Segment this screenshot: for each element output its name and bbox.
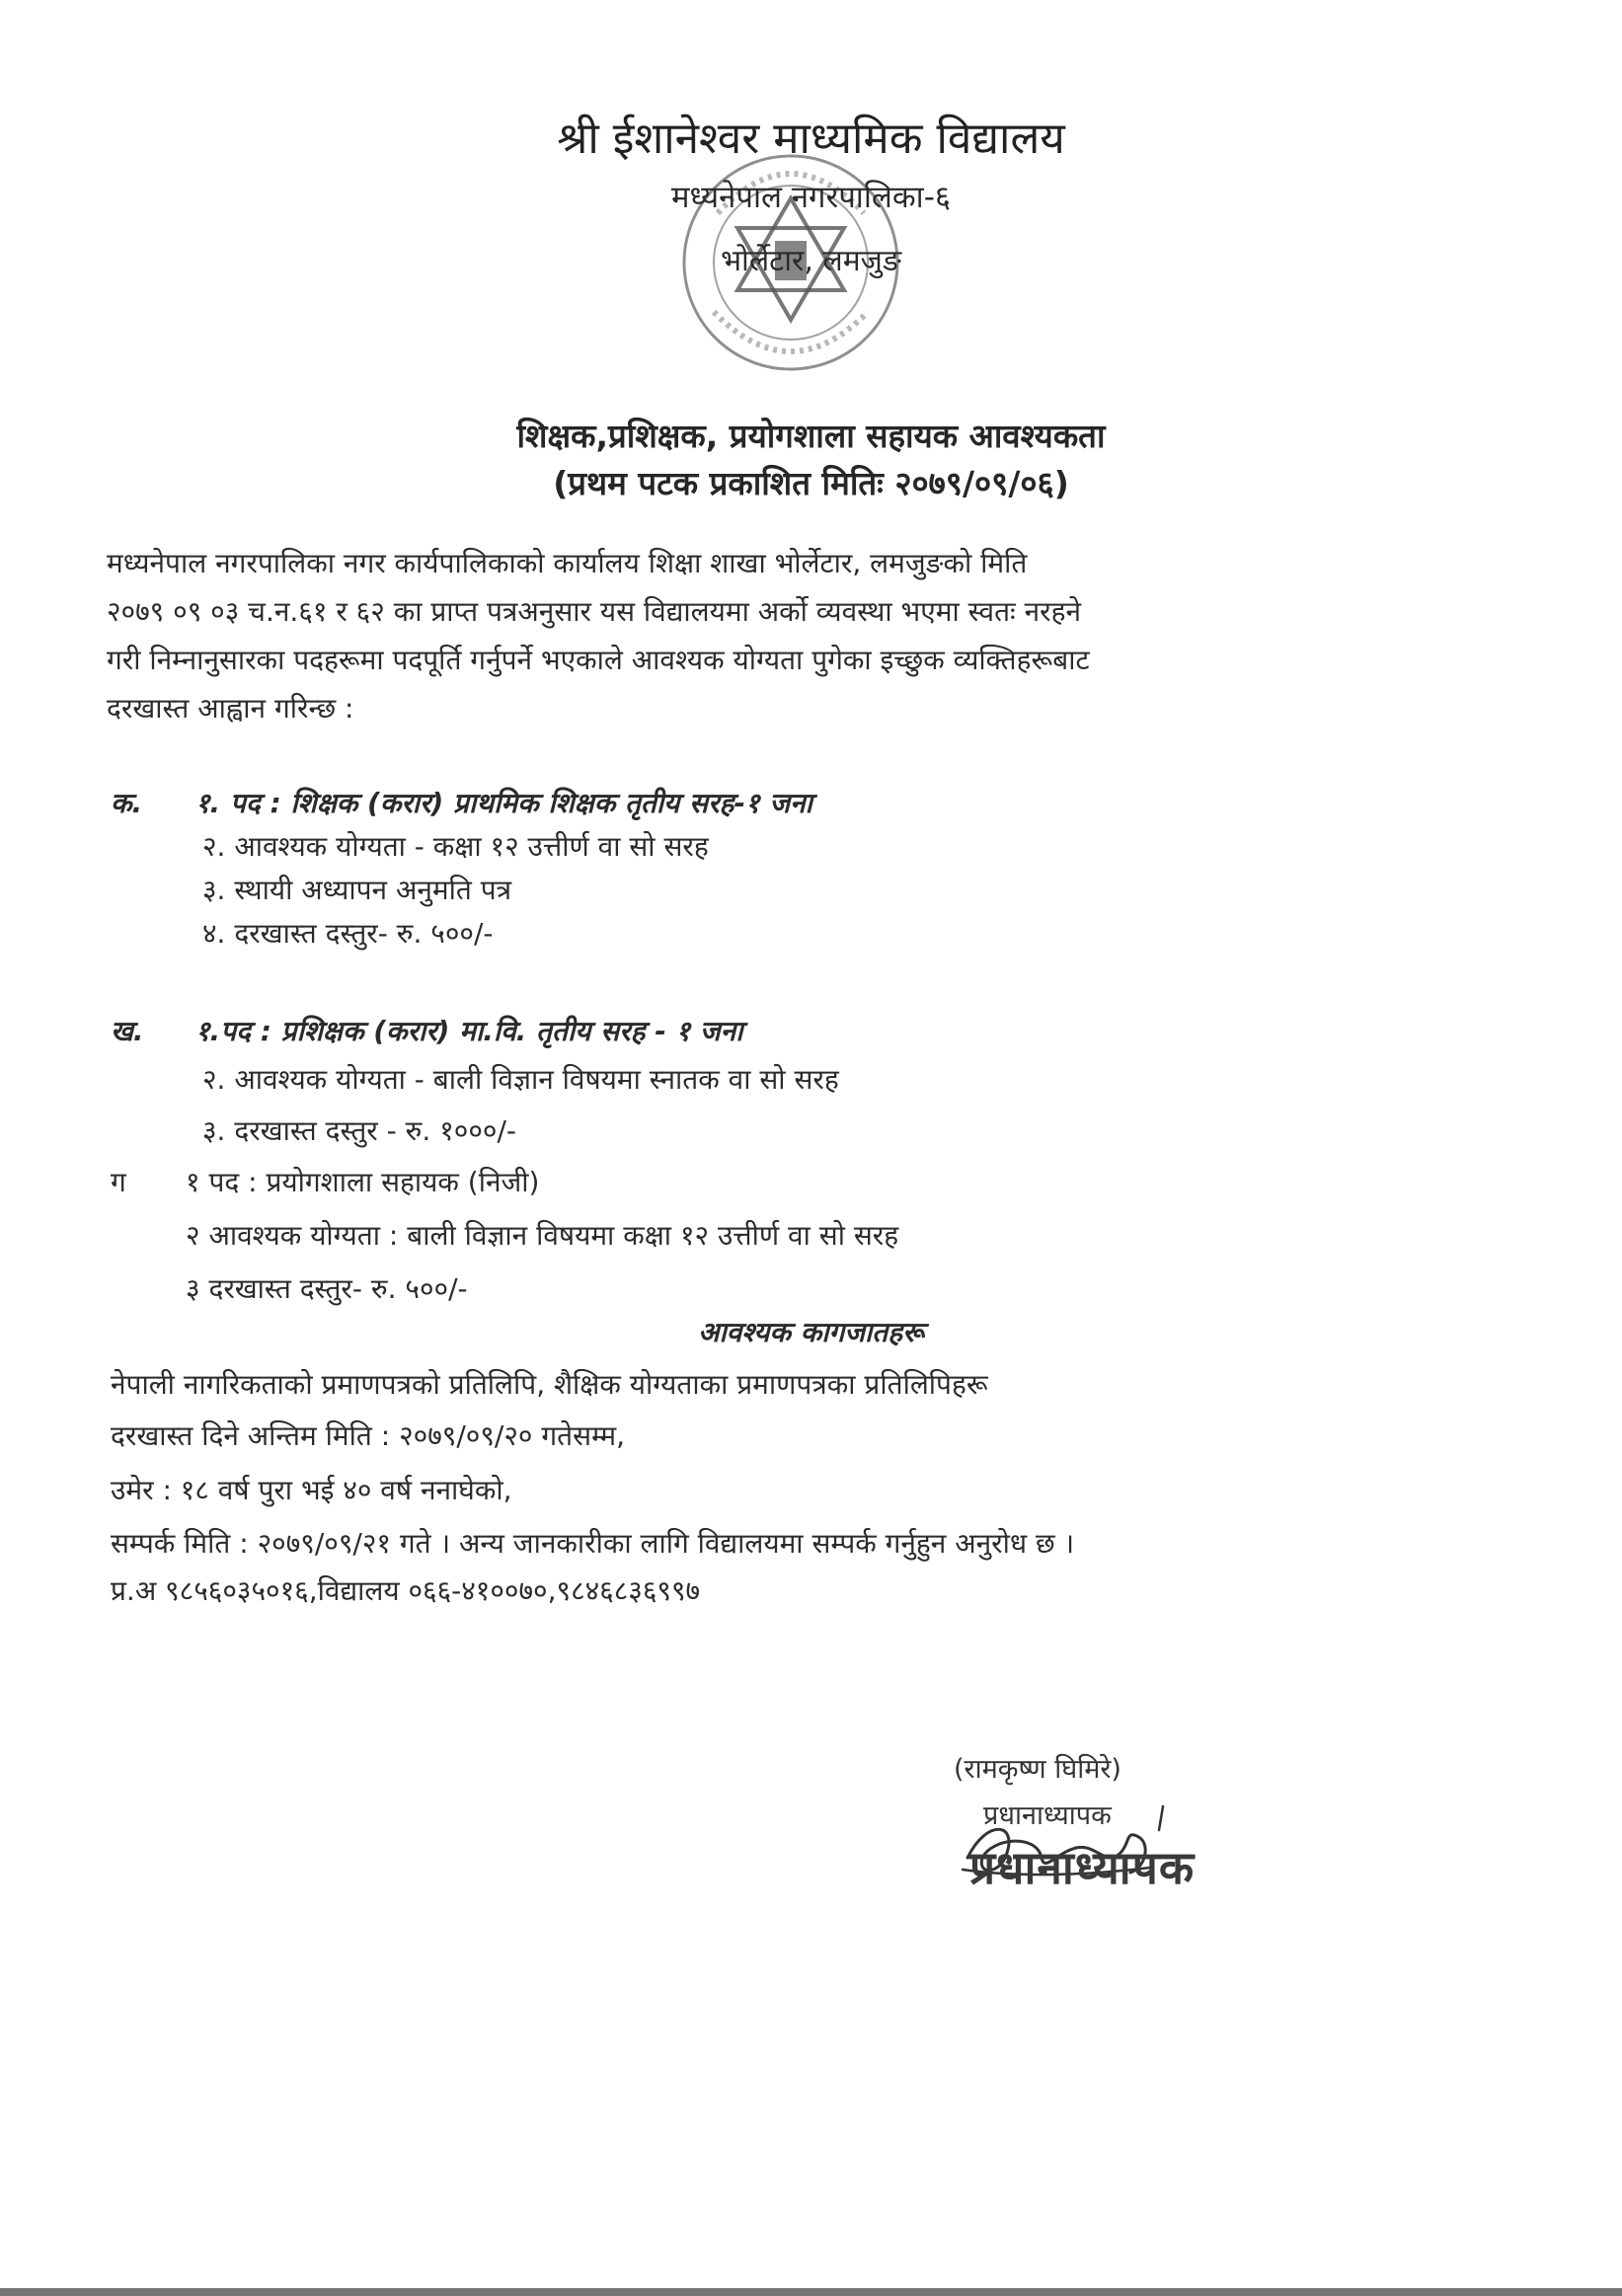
intro-paragraph bbox=[107, 539, 1469, 732]
school-address: भोर्लेटार, लमजुङ bbox=[720, 244, 902, 278]
age-line: उमेर : १८ वर्ष पुरा भई ४० वर्ष ननाघेको, bbox=[111, 1474, 512, 1506]
phone-line: प्र.अ ९८५६०३५०१६,विद्यालय ०६६-४१००७०,९८४६८३६९९७ bbox=[111, 1574, 701, 1607]
deadline-line: दरखास्त दिने अन्तिम मिति : २०७९/०९/२० गतेसम्म, bbox=[111, 1419, 626, 1452]
principal-stamp: प्रधानाध्यापक bbox=[969, 1841, 1196, 1894]
documents-heading: आवश्यक कागजातहरू bbox=[698, 1316, 924, 1348]
section-item: २ आवश्यक योग्यता : बाली विज्ञान विषयमा कक्षा १२ उत्तीर्ण वा सो सरह bbox=[186, 1219, 899, 1252]
section-marker: ख. bbox=[111, 1015, 144, 1047]
notice-heading: शिक्षक,प्रशिक्षक, प्रयोगशाला सहायक आवश्यकता bbox=[516, 417, 1106, 455]
section-item: ३. स्थायी अध्यापन अनुमति पत्र bbox=[202, 874, 512, 906]
municipality: मध्यनेपाल नगरपालिका-६ bbox=[670, 180, 952, 215]
intro-line: मध्यनेपाल नगरपालिका नगर कार्यपालिकाको कार्यालय शिक्षा शाखा भोर्लेटार, लमजुङको मिति bbox=[107, 547, 1028, 579]
signatory-name: (रामकृष्ण घिमिरे) bbox=[954, 1754, 1121, 1785]
intro-line: दरखास्त आह्वान गरिन्छ : bbox=[107, 692, 354, 725]
section-item: ३ दरखास्त दस्तुर- रु. ५००/- bbox=[186, 1272, 468, 1305]
section-item: ३. दरखास्त दस्तुर - रु. १०००/- bbox=[202, 1114, 516, 1147]
scan-bottom-edge bbox=[0, 2288, 1622, 2296]
school-name: श्री ईशानेश्वर माध्यमिक विद्यालय bbox=[557, 114, 1065, 164]
contact-date-line: सम्पर्क मिति : २०७९/०९/२१ गते । अन्य जानकारीका लागि विद्यालयमा सम्पर्क गर्नुहुन अनुरोध छ । bbox=[111, 1527, 1075, 1560]
intro-line: गरी निम्नानुसारका पदहरूमा पदपूर्ति गर्नुपर्ने भएकाले आवश्यक योग्यता पुगेका इच्छुक व्यक्तिहरूबाट bbox=[107, 644, 1090, 676]
section-post-title: १ पद : प्रयोगशाला सहायक (निजी) bbox=[186, 1166, 540, 1198]
section-item: ४. दरखास्त दस्तुर- रु. ५००/- bbox=[202, 917, 494, 950]
section-post-title: १.पद : प्रशिक्षक (करार) मा.वि. तृतीय सरह - १ जना bbox=[195, 1015, 743, 1047]
signatory-title: प्रधानाध्यापक bbox=[983, 1800, 1112, 1831]
documents-line: नेपाली नागरिकताको प्रमाणपत्रको प्रतिलिपि, शैक्षिक योग्यताका प्रमाणपत्रका प्रतिलिपिहरू bbox=[111, 1368, 988, 1401]
section-marker: ग bbox=[111, 1166, 126, 1198]
published-date: (प्रथम पटक प्रकाशित मितिः २०७९/०९/०६) bbox=[553, 464, 1069, 502]
section-marker: क. bbox=[111, 787, 143, 819]
intro-line: २०७९ ०९ ०३ च.न.६१ र ६२ का प्राप्त पत्रअनुसार यस विद्यालयमा अर्को व्यवस्था भएमा स्वतः नरहने bbox=[107, 595, 1081, 628]
section-post-title: १. पद : शिक्षक (करार) प्राथमिक शिक्षक तृतीय सरह-१ जना bbox=[195, 787, 812, 819]
section-item: २. आवश्यक योग्यता - कक्षा १२ उत्तीर्ण वा सो सरह bbox=[202, 830, 709, 863]
section-item: २. आवश्यक योग्यता - बाली विज्ञान विषयमा स्नातक वा सो सरह bbox=[202, 1063, 839, 1096]
